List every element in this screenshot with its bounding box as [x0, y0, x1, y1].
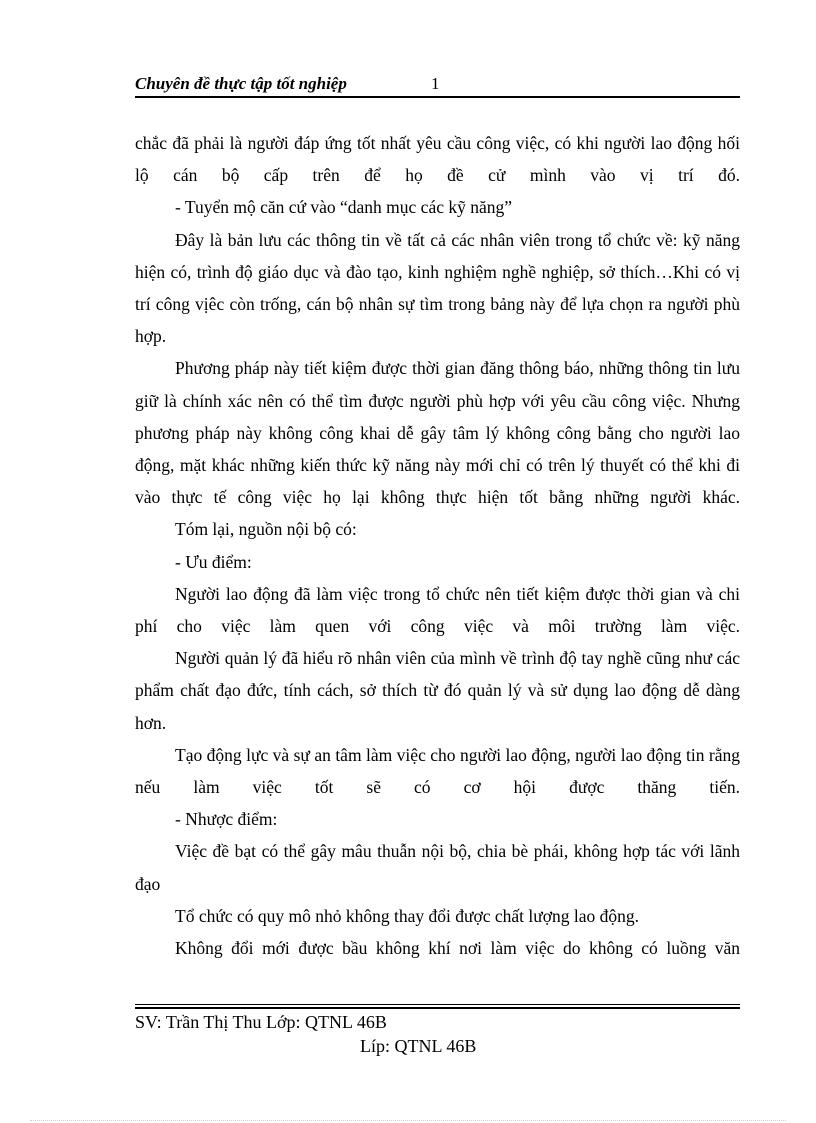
paragraph-advantage-2: Người quản lý đã hiểu rõ nhân viên của mình về trình độ tay nghề cũng như các phẩm chất đạo đức, tính cách, sở thích từ đó quản lý và sử dụng lao động dễ dàng hơn.	[135, 648, 740, 733]
footer-class-info: Líp: QTNL 46B	[360, 1036, 477, 1056]
paragraph-disadvantage-2: Tổ chức có quy mô nhỏ không thay đổi được chất lượng lao động.	[175, 905, 639, 926]
paragraph-method-evaluation: Phương pháp này tiết kiệm được thời gian đăng thông báo, những thông tin lưu giữ là chính xác nên có thể tìm được người phù hợp với yêu cầu công việc. Nhưng phương pháp này không công khai dễ gây tâm lý không công bằng cho người lao động, mặt khác những kiến thức kỹ năng này mới chỉ có trên lý thuyết có thể khi đi vào thực tế công việc họ lại không thực hiện tốt bằng những người khác.	[135, 358, 740, 508]
body-text	[135, 127, 740, 964]
header-page-number: 1	[431, 74, 440, 93]
paragraph-summary: Tóm lại, nguồn nội bộ có:	[175, 519, 357, 540]
header-title: Chuyên đề thực tập tốt nghiệp	[135, 74, 347, 93]
footer-rule-top	[135, 1004, 740, 1005]
paragraph-disadvantage-3: Không đổi mới được bầu không khí nơi làm việc do không có luồng văn	[175, 938, 740, 959]
page-header	[135, 74, 740, 96]
paragraph-continuation: chắc đã phải là người đáp ứng tốt nhất yêu cầu công việc, có khi người lao động hối lộ cán bộ cấp trên để họ đề cử mình vào vị trí đó.	[135, 133, 740, 186]
page-bottom-divider	[30, 1120, 786, 1121]
paragraph-skills-list-description: Đây là bản lưu các thông tin về tất cả các nhân viên trong tổ chức về: kỹ năng hiện có, trình độ giáo dục và đào tạo, kinh nghiệm nghề nghiệp, sở thích…Khi có vị trí công vịêc còn trống, cán bộ nhân sự tìm trong bảng này để lựa chọn ra người phù hợp.	[135, 229, 740, 347]
header-rule	[135, 96, 740, 98]
paragraph-bullet-skills-list: - Tuyển mộ căn cứ vào “danh mục các kỹ năng”	[175, 197, 513, 218]
paragraph-advantages-heading: - Ưu điểm:	[175, 551, 252, 572]
paragraph-disadvantages-heading: - Nhược điểm:	[175, 809, 278, 830]
paragraph-advantage-3: Tạo động lực và sự an tâm làm việc cho người lao động, người lao động tin rằng nếu làm việc tốt sẽ có cơ hội được thăng tiến.	[135, 744, 740, 798]
paragraph-advantage-1: Người lao động đã làm việc trong tổ chức nên tiết kiệm được thời gian và chi phí cho việc làm quen với công việc và môi trường làm việc.	[135, 583, 740, 637]
footer-student-info: SV: Trần Thị Thu Lớp: QTNL 46B	[135, 1012, 387, 1032]
paragraph-disadvantage-1: Việc đề bạt có thể gây mâu thuẫn nội bộ, chia bè phái, không hợp tác với lãnh đạo	[135, 841, 740, 894]
footer-rule-bottom	[135, 1007, 740, 1009]
